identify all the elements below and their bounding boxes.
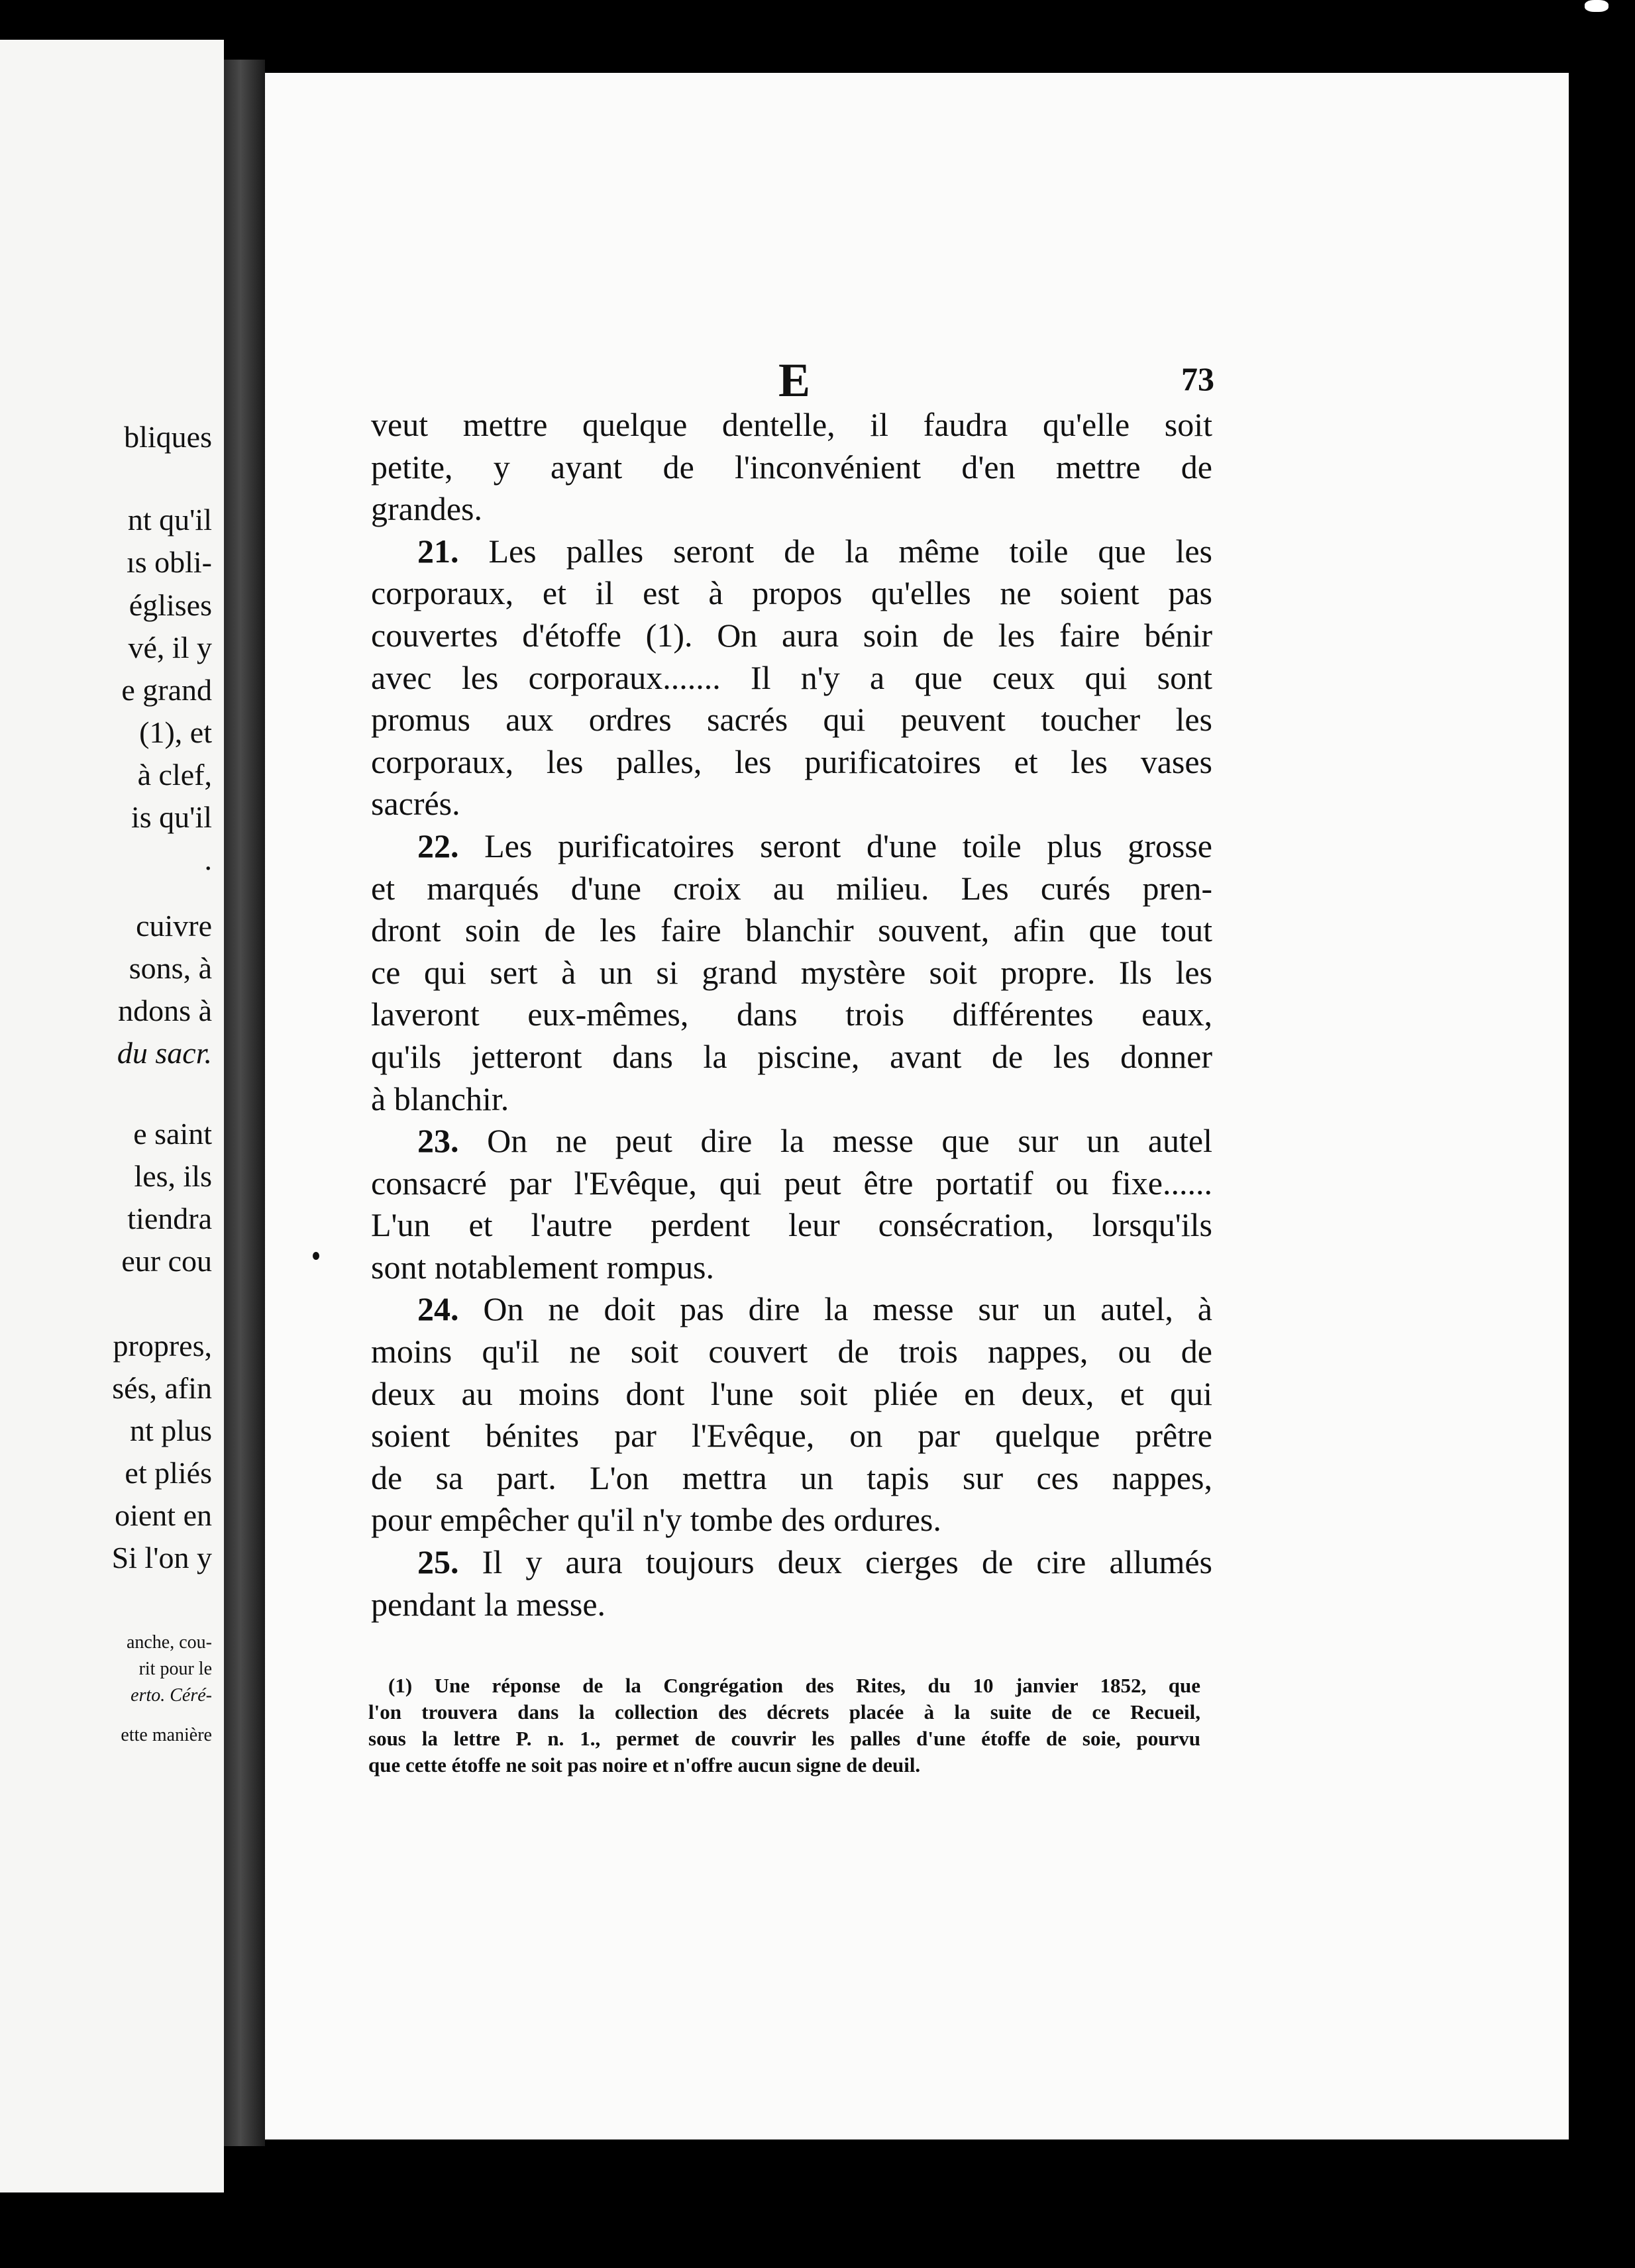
text-line: consacré par l'Evêque, qui peut être portatif ou fixe...... xyxy=(371,1164,1212,1202)
text-line: sont notablement rompus. xyxy=(371,1248,714,1286)
footnote-line: que cette étoffe ne soit pas noire et n'offre aucun signe de deuil. xyxy=(368,1753,921,1777)
text-line: grandes. xyxy=(371,490,482,528)
ink-spot xyxy=(313,1252,319,1260)
text-line: pendant la messe. xyxy=(371,1585,606,1623)
text-line: moins qu'il ne soit couvert de trois nappes, ou de xyxy=(371,1333,1212,1370)
footnote xyxy=(368,1673,1200,1778)
page-number: 73 xyxy=(1181,360,1214,397)
paragraph-number: 25. xyxy=(417,1543,459,1581)
left-page-line: is qu'il xyxy=(131,800,212,834)
text-line: promus aux ordres sacrés qui peuvent toucher les xyxy=(371,701,1212,739)
text-line: corporaux, les palles, les purificatoires et les vases xyxy=(371,743,1212,780)
paragraph-number: 22. xyxy=(417,827,459,864)
paragraph-number: 24. xyxy=(417,1290,459,1328)
text-line: couvertes d'étoffe (1). On aura soin de les faire bénir xyxy=(371,616,1212,654)
left-page-fragment xyxy=(0,40,224,2192)
left-page-footnote-line: anche, cou- xyxy=(126,1632,212,1653)
running-header-letter: E xyxy=(778,354,812,407)
text-line: qu'ils jetteront dans la piscine, avant de les donner xyxy=(371,1037,1212,1075)
left-page-line: ıs obli- xyxy=(126,545,212,579)
text-line: deux au moins dont l'une soit pliée en deux, et qui xyxy=(371,1374,1212,1412)
left-page-line: oient en xyxy=(115,1498,212,1532)
text-line: veut mettre quelque dentelle, il faudra qu'elle soit xyxy=(371,406,1212,443)
text-line: 23. On ne peut dire la messe que sur un autel xyxy=(417,1122,1212,1160)
text-line: soient bénites par l'Evêque, on par quelque prêtre xyxy=(371,1417,1212,1455)
text-line: 24. On ne doit pas dire la messe sur un autel, à xyxy=(417,1290,1212,1328)
left-page-footnote-line: rit pour le xyxy=(138,1659,212,1679)
text-line: de sa part. L'on mettra un tapis sur ces nappes, xyxy=(371,1459,1212,1496)
text-line: dront soin de les faire blanchir souvent, afin que tout xyxy=(371,911,1212,949)
left-page-line: du sacr. xyxy=(117,1036,212,1070)
left-page-line: e saint xyxy=(133,1117,212,1151)
left-page-line: églises xyxy=(129,588,212,622)
book-gutter xyxy=(224,60,265,2146)
left-page-line: sés, afin xyxy=(112,1371,212,1405)
footnote-line: (1) Une réponse de la Congrégation des Rites, du 10 janvier 1852, que xyxy=(388,1674,1200,1697)
left-page-line: vé, il y xyxy=(128,631,212,664)
left-page-line: bliques xyxy=(124,420,212,454)
text-line: petite, y ayant de l'inconvénient d'en mettre de xyxy=(371,448,1212,486)
left-page-line: cuivre xyxy=(136,909,212,943)
left-page-line: sons, à xyxy=(129,951,212,985)
footnote-line: l'on trouvera dans la collection des décrets placée à la suite de ce Recueil, xyxy=(368,1700,1200,1724)
left-page-line: Si l'on y xyxy=(111,1541,212,1574)
text-line: et marqués d'une croix au milieu. Les curés pren- xyxy=(371,869,1212,907)
left-page-line: e grand xyxy=(121,673,212,707)
left-page-line: ndons à xyxy=(118,994,212,1027)
text-line: 22. Les purificatoires seront d'une toile plus grosse xyxy=(417,827,1212,864)
left-page-line: tiendra xyxy=(127,1202,212,1235)
left-page-line: et pliés xyxy=(125,1456,212,1490)
left-page-line: à clef, xyxy=(137,758,212,792)
text-line: ce qui sert à un si grand mystère soit propre. Ils les xyxy=(371,953,1212,991)
left-page-footnote-line: ette manière xyxy=(121,1725,212,1745)
left-page-line: nt plus xyxy=(130,1414,212,1447)
left-page-footnote-line: erto. Céré- xyxy=(131,1685,212,1706)
left-page-line: eur cou xyxy=(121,1244,212,1278)
left-page-line: . xyxy=(204,843,212,876)
text-line: avec les corporaux....... Il n'y a que ceux qui sont xyxy=(371,658,1212,696)
footnote-line: sous la lettre P. n. 1., permet de couvrir les palles d'une étoffe de soie, pourvu xyxy=(368,1727,1200,1750)
body-text xyxy=(371,404,1212,1625)
text-line: corporaux, et il est à propos qu'elles ne soient pas xyxy=(371,574,1212,612)
text-line: 21. Les palles seront de la même toile que les xyxy=(417,532,1212,570)
text-line: laveront eux-mêmes, dans trois différentes eaux, xyxy=(371,996,1212,1033)
left-page-line: propres, xyxy=(113,1329,212,1363)
text-line: pour empêcher qu'il n'y tombe des ordures. xyxy=(371,1501,941,1539)
paragraph-number: 23. xyxy=(417,1122,459,1160)
left-page-line: nt qu'il xyxy=(127,503,212,537)
text-line: sacrés. xyxy=(371,785,460,823)
left-page-line: les, ils xyxy=(134,1159,212,1193)
scan-speck xyxy=(1585,0,1609,12)
text-line: à blanchir. xyxy=(371,1080,509,1117)
left-page-line: (1), et xyxy=(139,715,212,749)
text-line: L'un et l'autre perdent leur consécration, lorsqu'ils xyxy=(371,1206,1212,1244)
text-line: 25. Il y aura toujours deux cierges de cire allumés xyxy=(417,1543,1212,1581)
paragraph-number: 21. xyxy=(417,532,459,570)
